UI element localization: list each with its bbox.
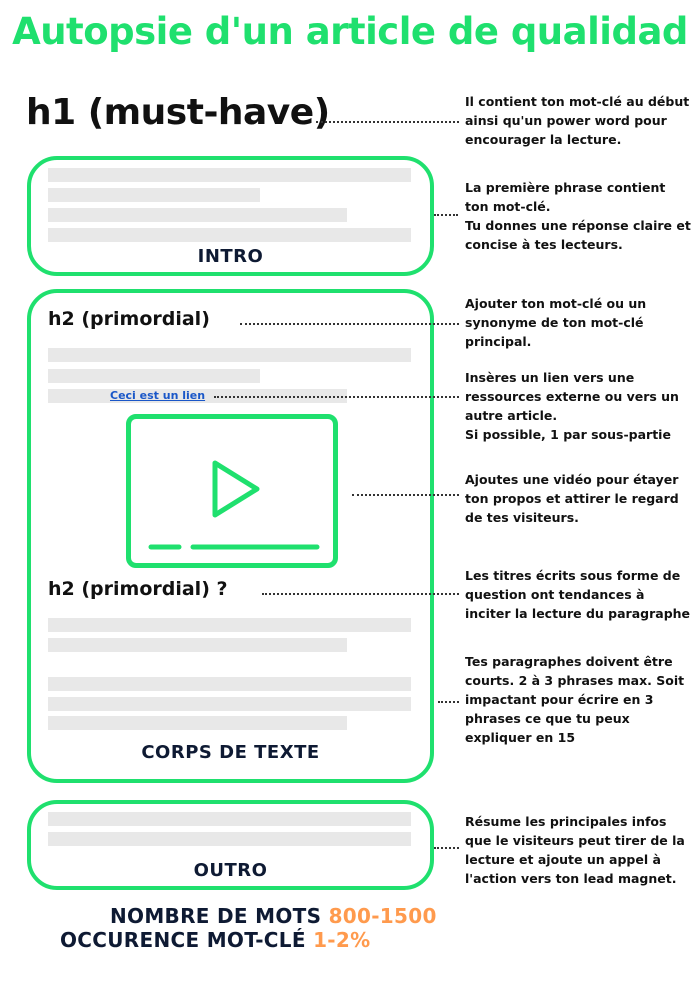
note-video: Ajoutes une vidéo pour étayer ton propos et attirer le regard de tes visiteurs. bbox=[465, 472, 679, 525]
body-line bbox=[48, 716, 347, 730]
intro-line bbox=[48, 168, 411, 182]
note-question: Les titres écrits sous forme de question ont tendances à inciter la lecture du paragraphe bbox=[465, 568, 691, 621]
body-line bbox=[48, 348, 411, 362]
intro-label: INTRO bbox=[197, 246, 264, 267]
note-link: Insères un lien vers une ressources externe ou vers un autre article. Si possible, 1 par sous-partie bbox=[465, 370, 679, 442]
keyword-occurrence-stat bbox=[0, 928, 700, 952]
outro-connector bbox=[434, 847, 459, 849]
question-connector bbox=[262, 593, 459, 595]
h1-connector bbox=[316, 121, 459, 123]
video-placeholder[interactable] bbox=[126, 414, 338, 568]
h2-connector bbox=[240, 323, 459, 325]
sample-link[interactable]: Ceci est un lien bbox=[110, 389, 206, 402]
play-video-icon bbox=[131, 419, 333, 563]
body-label: CORPS DE TEXTE bbox=[141, 742, 320, 763]
body-line bbox=[48, 618, 411, 632]
word-count-stat bbox=[0, 904, 700, 928]
outro-line bbox=[48, 812, 411, 826]
h1-heading: h1 (must-have) bbox=[26, 92, 330, 133]
link-connector bbox=[214, 396, 459, 398]
word-count-value: 800-1500 bbox=[328, 904, 437, 928]
outro-line bbox=[48, 832, 411, 846]
note-paragraphs: Tes paragraphes doivent être courts. 2 à 3 phrases max. Soit impactant pour écrire en 3 phrases ce que tu peux expliquer en 15 bbox=[465, 654, 685, 745]
keyword-occurrence-value: 1-2% bbox=[313, 928, 371, 952]
body-line bbox=[48, 697, 411, 711]
intro-line bbox=[48, 228, 411, 242]
h2-question-heading: h2 (primordial) ? bbox=[48, 578, 228, 600]
keyword-occurrence-label: OCCURENCE MOT-CLÉ bbox=[60, 928, 306, 952]
paragraphs-connector bbox=[438, 701, 459, 703]
page-title: Autopsie d'un article de qualidad bbox=[12, 10, 688, 53]
body-line bbox=[48, 638, 347, 652]
note-intro: La première phrase contient ton mot-clé. Tu donnes une réponse claire et concise à tes lecteurs. bbox=[465, 180, 691, 252]
body-line bbox=[48, 369, 260, 383]
word-count-label: NOMBRE DE MOTS bbox=[110, 904, 322, 928]
h2-heading: h2 (primordial) bbox=[48, 308, 210, 330]
note-h2: Ajouter ton mot-clé ou un synonyme de ton mot-clé principal. bbox=[465, 296, 647, 349]
intro-line bbox=[48, 208, 347, 222]
video-connector bbox=[352, 494, 459, 496]
intro-connector bbox=[434, 214, 458, 216]
note-h1: Il contient ton mot-clé au début ainsi qu'un power word pour encourager la lecture. bbox=[465, 94, 690, 147]
intro-line bbox=[48, 188, 260, 202]
note-outro: Résume les principales infos que le visiteurs peut tirer de la lecture et ajoute un appel à l'action vers ton lead magnet. bbox=[465, 814, 685, 886]
body-line bbox=[48, 677, 411, 691]
outro-label: OUTRO bbox=[193, 860, 268, 881]
